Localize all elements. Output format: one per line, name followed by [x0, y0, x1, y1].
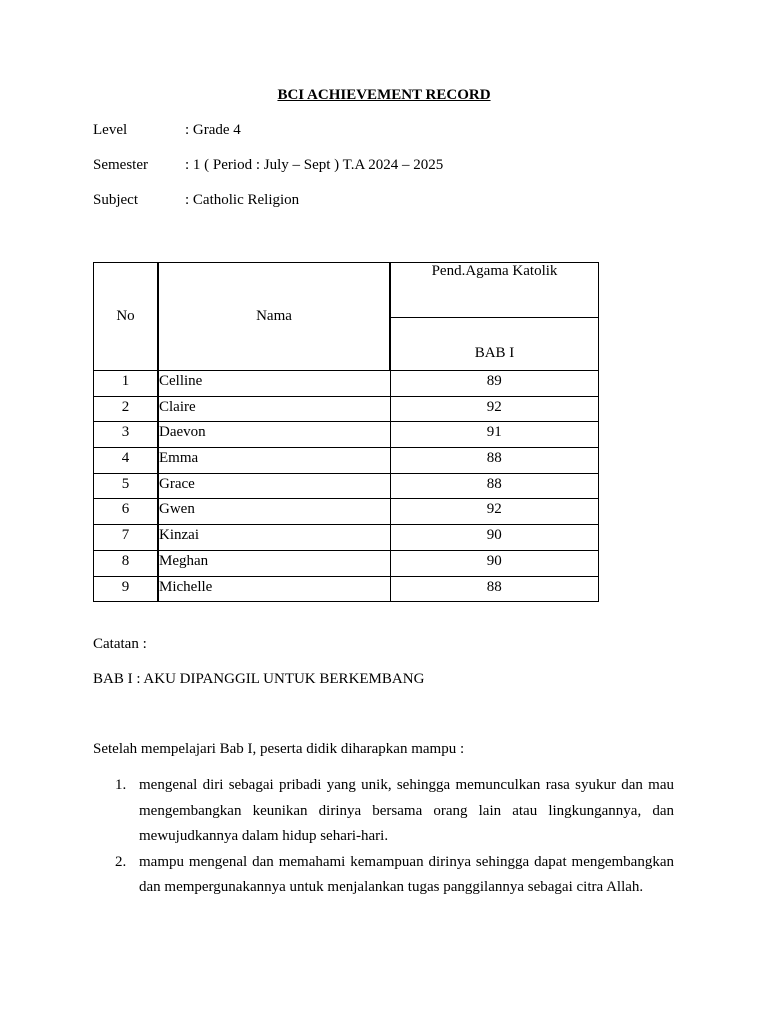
cell-score: 88 — [390, 473, 599, 499]
grade-rows — [94, 371, 599, 602]
table-row — [94, 448, 599, 474]
cell-score: 88 — [390, 448, 599, 474]
info-value: : 1 ( Period : July – Sept ) T.A 2024 – 2025 — [185, 157, 444, 173]
cell-name: Emma — [158, 448, 390, 474]
info-value: : Grade 4 — [185, 122, 241, 138]
header-bab-label: BAB I — [474, 345, 515, 361]
table-row — [94, 371, 599, 397]
list-item-number: 1. — [115, 777, 127, 793]
cell-name: Michelle — [158, 576, 390, 602]
objectives-list — [93, 773, 674, 901]
info-label: Semester — [93, 157, 148, 173]
header-subject-label: Pend.Agama Katolik — [431, 263, 558, 279]
table-row — [94, 396, 599, 422]
cell-name: Daevon — [158, 422, 390, 448]
cell-no: 7 — [94, 525, 159, 551]
info-label: Level — [93, 122, 128, 138]
table-row — [94, 422, 599, 448]
cell-name: Gwen — [158, 499, 390, 525]
info-value: : Catholic Religion — [185, 192, 300, 208]
grades-table — [93, 262, 599, 602]
objectives-intro: Setelah mempelajari Bab I, peserta didik diharapkan mampu : — [93, 741, 465, 757]
cell-name: Claire — [158, 396, 390, 422]
notes-label: Catatan : — [93, 636, 147, 652]
cell-no: 1 — [94, 371, 159, 397]
cell-name: Meghan — [158, 550, 390, 576]
cell-score: 92 — [390, 499, 599, 525]
document-title: BCI ACHIEVEMENT RECORD — [277, 87, 491, 103]
cell-name: Grace — [158, 473, 390, 499]
cell-name: Kinzai — [158, 525, 390, 551]
cell-name: Celline — [158, 371, 390, 397]
cell-score: 92 — [390, 396, 599, 422]
cell-score: 90 — [390, 550, 599, 576]
cell-no: 6 — [94, 499, 159, 525]
cell-no: 8 — [94, 550, 159, 576]
cell-score: 91 — [390, 422, 599, 448]
list-item-text: mengenal diri sebagai pribadi yang unik, sehingga memunculkan rasa syukur dan mau mengembangkan keunikan dirinya bersama orang lain atau lingkungannya, dan mewujudkannya dalam hidup sehari-hari. — [139, 777, 674, 844]
cell-score: 88 — [390, 576, 599, 602]
table-row — [94, 525, 599, 551]
table-row — [94, 576, 599, 602]
cell-no: 9 — [94, 576, 159, 602]
cell-no: 2 — [94, 396, 159, 422]
cell-no: 3 — [94, 422, 159, 448]
cell-score: 90 — [390, 525, 599, 551]
table-row — [94, 473, 599, 499]
cell-no: 4 — [94, 448, 159, 474]
chapter-title: BAB I : AKU DIPANGGIL UNTUK BERKEMBANG — [93, 671, 425, 687]
table-row — [94, 550, 599, 576]
header-no: No — [94, 263, 159, 371]
header-subject — [390, 263, 599, 318]
list-item — [93, 773, 674, 850]
header-bab — [390, 318, 599, 371]
cell-no: 5 — [94, 473, 159, 499]
list-item — [93, 850, 674, 901]
header-name: Nama — [158, 263, 390, 371]
list-item-text: mampu mengenal dan memahami kemampuan dirinya sehingga dapat mengembangkan dan mempergunakannya untuk menjalankan tugas panggilannya sebagai citra Allah. — [139, 853, 674, 895]
cell-score: 89 — [390, 371, 599, 397]
table-row — [94, 499, 599, 525]
list-item-number: 2. — [115, 853, 127, 870]
info-label: Subject — [93, 192, 138, 208]
